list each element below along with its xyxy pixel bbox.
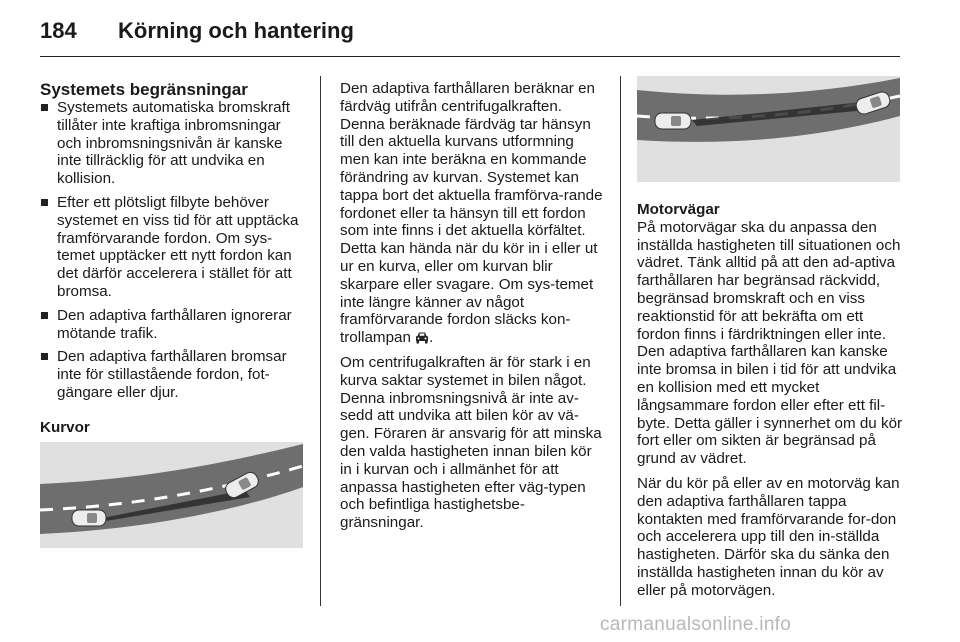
column-2	[340, 80, 606, 539]
column-divider-1	[320, 76, 321, 606]
list-item: Den adaptiva farthållaren bromsar inte för stillastående fordon, fot-gängare eller djur.	[40, 348, 306, 401]
curve-illustration	[40, 442, 303, 548]
motorway-road-image	[637, 76, 900, 182]
section-title: Systemets begränsningar	[40, 80, 248, 99]
paragraph-end: .	[429, 329, 434, 347]
list-item: Den adaptiva farthållaren ignorerar mötande trafik.	[40, 307, 306, 343]
page-header	[40, 16, 900, 57]
car-indicator-icon	[415, 331, 429, 344]
column-1	[40, 80, 306, 437]
paragraph-centrifugal: Om centrifugalkraften är för stark i en kurva saktar systemet in bilen något. Denna inbromsningsnivå är inte av-sedd att undvika att bilen kör av vä-gen. Föraren är ansvarig för att minska den valda hastigheten innan bilen kör in i kurvan och i allmänhet för att anpassa hastigheten efter väg-typen och befintliga hastighetsbe-gränsningar.	[340, 353, 602, 532]
column-3	[637, 201, 903, 607]
paragraph-motorway-speed: På motorvägar ska du anpassa den inställda hastigheten till situationen och vädret. Tänk alltid på att den ad-aptiva farthållaren har begränsad räckvidd, begränsad bromskraft och en viss reaktionstid för att bekräfta om ett fordon finns i färdriktningen eller inte. Den adaptiva farthållaren kan kanske inte bromsa in bilen i tid för att undvika en kollision med ett mycket långsammare fordon eller efter ett fil-byte. Detta gäller i synnerhet om du kör fort eller om sikten är begränsad på grund av vädret.	[637, 218, 903, 468]
list-item: Efter ett plötsligt filbyte behöver systemet en viss tid för att upptäcka framförvarande fordon. Om sys-temet upptäcker ett nytt fordon kan det därför accelerera i stället för att bromsa.	[40, 194, 306, 301]
page-number: 184	[40, 18, 77, 43]
column-divider-2	[620, 76, 621, 606]
limitations-list	[40, 99, 306, 402]
paragraph-text: Den adaptiva farthållaren beräknar en färdväg utifrån centrifugalkraften. Denna beräknade färdväg tar hänsyn till den aktuella kurvans utformning men kan inte beräkna en kommande förändring av kurvan. Systemet kan tappa bort det aktuella framförva-rande fordonet eller ta hänsyn till ett fordon som inte finns i det aktuella körfältet. Detta kan hända när du kör in i eller ut ur en kurva, eller om kurvan blir skarpare eller svagare. Om sys-temet inte längre känner av något framförvarande fordon släcks kon-trollampan	[340, 80, 603, 347]
motorway-illustration	[637, 76, 900, 182]
paragraph-path-calculation	[340, 80, 606, 347]
list-item: Systemets automatiska bromskraft tillåter inte kraftiga inbromsningar och inbromsningsnivån är kanske inte tillräcklig för att undvika en kollision.	[40, 99, 306, 188]
watermark: carmanualsonline.info	[600, 614, 792, 635]
subheading-motorways: Motorvägar	[637, 201, 720, 218]
paragraph-motorway-exit: När du kör på eller av en motorväg kan den adaptiva farthållaren tappa kontakten med framförvarande for-don och accelerera upp till den in-ställda hastigheten. Därför ska du sänka den inställda hastigheten innan du kör av eller på motorvägen.	[637, 474, 900, 599]
page-title: Körning och hantering	[118, 18, 354, 43]
subheading-curves: Kurvor	[40, 418, 90, 436]
curve-road-image	[40, 442, 303, 548]
